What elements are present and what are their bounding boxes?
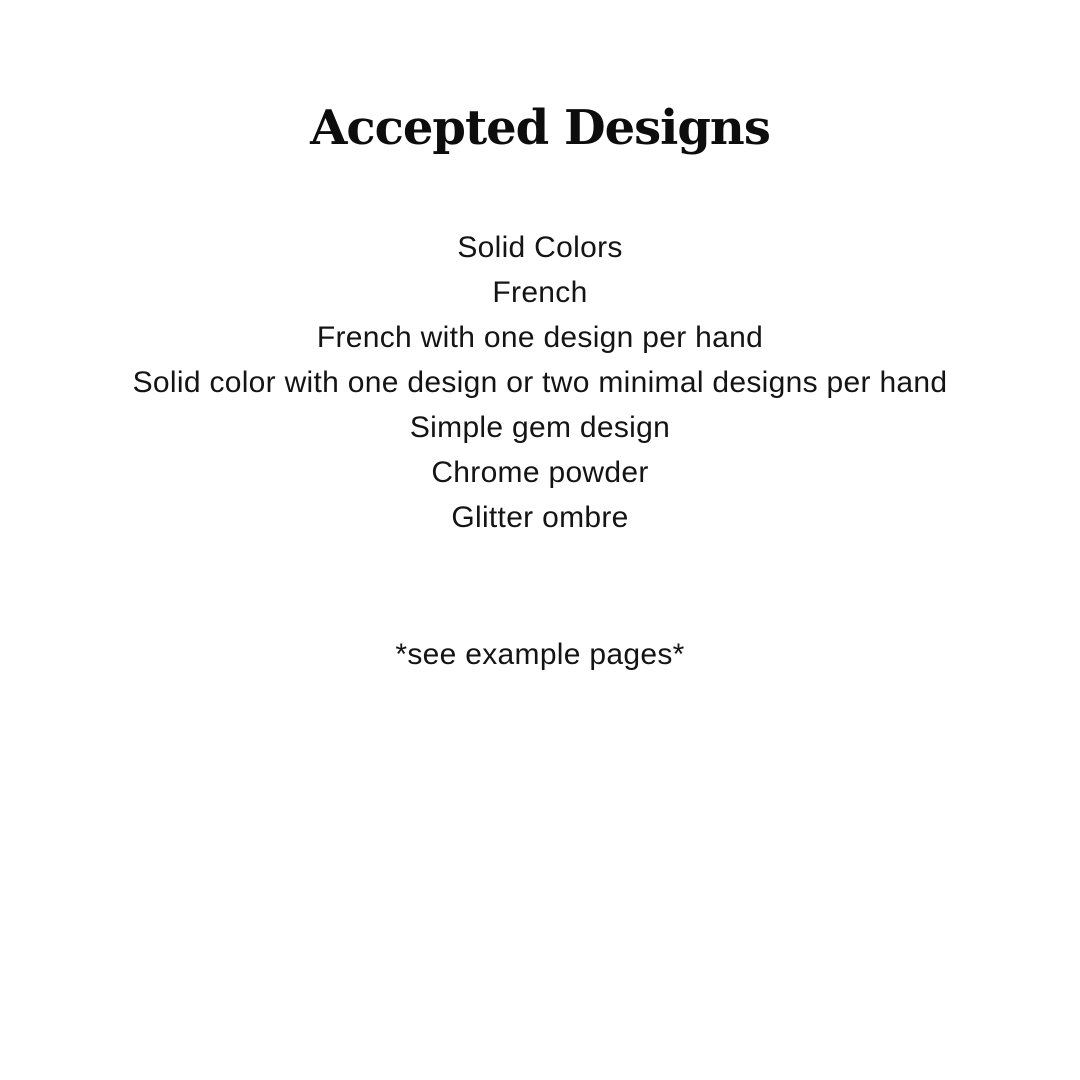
accepted-designs-list	[0, 225, 1080, 540]
list-item: French with one design per hand	[316, 321, 764, 354]
page-title: Accepted Designs	[310, 100, 770, 156]
list-item: Glitter ombre	[451, 501, 629, 534]
footnote: *see example pages*	[395, 638, 685, 671]
list-item: Chrome powder	[431, 456, 649, 489]
list-item: Solid color with one design or two minimal designs per hand	[132, 366, 948, 399]
list-item: Simple gem design	[409, 411, 671, 444]
list-item: Solid Colors	[457, 231, 623, 264]
list-item: French	[492, 276, 588, 309]
